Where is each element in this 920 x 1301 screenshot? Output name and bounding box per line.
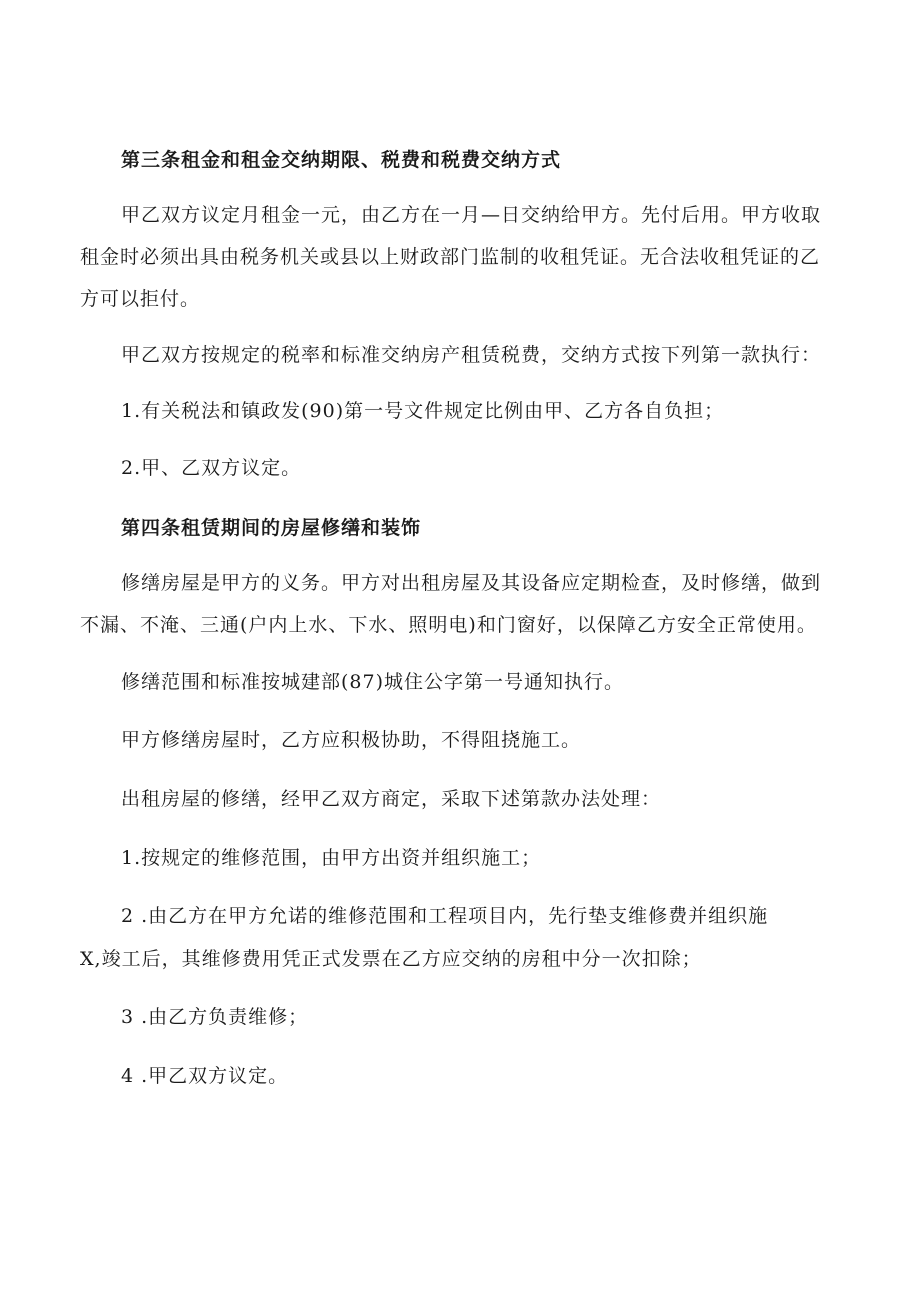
section4-item2-line1: 2 .由乙方在甲方允诺的维修范围和工程项目内，先行垫支维修费并组织施 <box>121 905 769 927</box>
section4-item1: 1.按规定的维修范围，由甲方出资并组织施工； <box>121 847 542 869</box>
section4-item2-line2: X,竣工后，其维修费用凭正式发票在乙方应交纳的房租中分一次扣除； <box>80 948 702 970</box>
section4-p1-line2: 不漏、不淹、三通(户内上水、下水、照明电)和门窗好，以保障乙方安全正常使用。 <box>80 614 817 636</box>
section4-p1-line1: 修缮房屋是甲方的义务。甲方对出租房屋及其设备应定期检查，及时修缮，做到 <box>121 572 822 594</box>
section3-p2: 甲乙双方按规定的税率和标准交纳房产租赁税费，交纳方式按下列第一款执行： <box>121 344 822 366</box>
section3-p1-line1: 甲乙双方议定月租金一元，由乙方在一月—日交纳给甲方。先付后用。甲方收取 <box>121 204 822 226</box>
section3-p1-line3: 方可以拒付。 <box>80 288 201 310</box>
section4-p4: 出租房屋的修缮，经甲乙双方商定，采取下述第款办法处理： <box>121 788 662 810</box>
section4-p3: 甲方修缮房屋时，乙方应积极协助，不得阻挠施工。 <box>121 729 582 751</box>
section3-item2: 2.甲、乙双方议定。 <box>121 457 302 479</box>
section4-p2: 修缮范围和标准按城建部(87)城住公字第一号通知执行。 <box>121 671 625 693</box>
section4-item4: 4 .甲乙双方议定。 <box>121 1065 289 1087</box>
section4-heading: 第四条租赁期间的房屋修缮和装饰 <box>121 517 422 539</box>
section4-item3: 3 .由乙方负责维修； <box>121 1006 309 1028</box>
section3-heading: 第三条租金和租金交纳期限、税费和税费交纳方式 <box>121 149 562 171</box>
section3-p1-line2: 租金时必须出具由税务机关或县以上财政部门监制的收租凭证。无合法收租凭证的乙 <box>80 246 821 268</box>
section3-item1: 1.有关税法和镇政发(90)第一号文件规定比例由甲、乙方各自负担； <box>121 400 725 422</box>
